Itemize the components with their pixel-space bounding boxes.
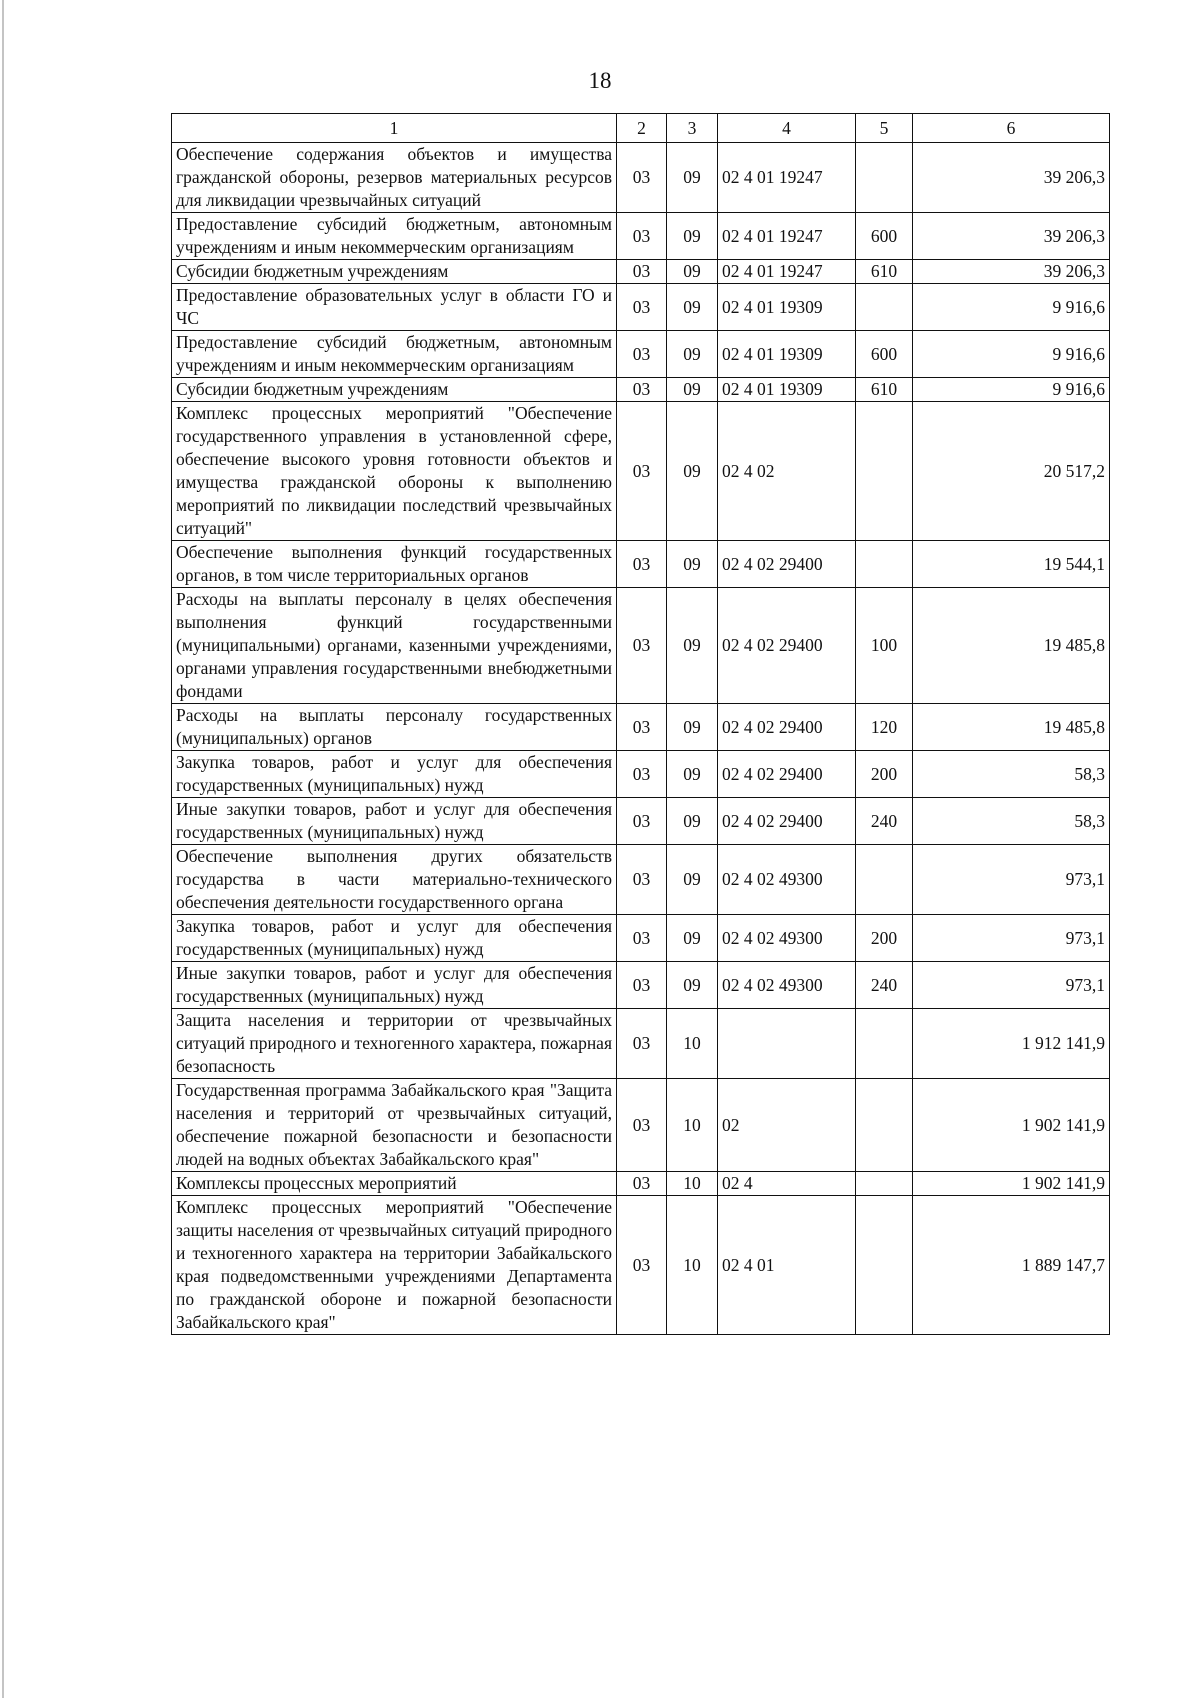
- row-subsection: 10: [667, 1172, 718, 1196]
- row-expense-type: 240: [856, 962, 913, 1009]
- row-target-code: 02 4 01 19247: [718, 143, 856, 213]
- row-name: Предоставление образовательных услуг в области ГО и ЧС: [172, 284, 617, 331]
- table-row: [172, 402, 1110, 541]
- row-target-code: [718, 1009, 856, 1079]
- row-amount: 9 916,6: [913, 284, 1110, 331]
- row-target-code: 02 4 02 29400: [718, 798, 856, 845]
- row-subsection: 09: [667, 751, 718, 798]
- table-body: [172, 143, 1110, 1335]
- table-row: [172, 378, 1110, 402]
- row-name: Предоставление субсидий бюджетным, автономным учреждениям и иным некоммерческим организациям: [172, 331, 617, 378]
- row-section: 03: [617, 331, 667, 378]
- row-subsection: 10: [667, 1196, 718, 1335]
- row-section: 03: [617, 962, 667, 1009]
- table-row: [172, 1172, 1110, 1196]
- row-name: Защита населения и территории от чрезвычайных ситуаций природного и техногенного характера, пожарная безопасность: [172, 1009, 617, 1079]
- row-expense-type: 600: [856, 331, 913, 378]
- row-subsection: 09: [667, 213, 718, 260]
- row-name: Предоставление субсидий бюджетным, автономным учреждениям и иным некоммерческим организациям: [172, 213, 617, 260]
- row-section: 03: [617, 284, 667, 331]
- row-expense-type: [856, 1079, 913, 1172]
- table-row: [172, 1079, 1110, 1172]
- row-subsection: 10: [667, 1079, 718, 1172]
- row-expense-type: [856, 541, 913, 588]
- row-subsection: 09: [667, 541, 718, 588]
- row-section: 03: [617, 1079, 667, 1172]
- row-target-code: 02 4 01 19247: [718, 213, 856, 260]
- row-amount: 1 902 141,9: [913, 1079, 1110, 1172]
- row-target-code: 02 4 02: [718, 402, 856, 541]
- table-row: [172, 751, 1110, 798]
- row-amount: 9 916,6: [913, 378, 1110, 402]
- row-section: 03: [617, 751, 667, 798]
- row-expense-type: 200: [856, 915, 913, 962]
- row-name: Обеспечение выполнения функций государственных органов, в том числе территориальных органов: [172, 541, 617, 588]
- table-row: [172, 143, 1110, 213]
- row-amount: 973,1: [913, 915, 1110, 962]
- row-name: Обеспечение содержания объектов и имущества гражданской обороны, резервов материальных ресурсов для ликвидации чрезвычайных ситуаций: [172, 143, 617, 213]
- table-row: [172, 541, 1110, 588]
- scan-edge: [0, 0, 10, 1698]
- row-expense-type: [856, 284, 913, 331]
- row-section: 03: [617, 704, 667, 751]
- row-name: Комплекс процессных мероприятий "Обеспечение государственного управления в установленной сфере, обеспечение высокого уровня готовности объектов и имущества гражданской обороны к выполнению мероприятий по ликвидации последствий чрезвычайных ситуаций": [172, 402, 617, 541]
- row-name: Комплексы процессных мероприятий: [172, 1172, 617, 1196]
- row-target-code: 02 4 01 19309: [718, 331, 856, 378]
- row-section: 03: [617, 378, 667, 402]
- header-col-2: 2: [617, 114, 667, 143]
- row-amount: 20 517,2: [913, 402, 1110, 541]
- row-subsection: 09: [667, 915, 718, 962]
- row-section: 03: [617, 143, 667, 213]
- row-expense-type: 240: [856, 798, 913, 845]
- row-name: Закупка товаров, работ и услуг для обеспечения государственных (муниципальных) нужд: [172, 751, 617, 798]
- row-amount: 1 912 141,9: [913, 1009, 1110, 1079]
- table-row: [172, 798, 1110, 845]
- row-section: 03: [617, 1196, 667, 1335]
- table-row: [172, 213, 1110, 260]
- row-target-code: 02 4 02 49300: [718, 962, 856, 1009]
- row-amount: 58,3: [913, 751, 1110, 798]
- budget-table: [171, 113, 1110, 1335]
- row-name: Расходы на выплаты персоналу в целях обеспечения выполнения функций государственными (муниципальными) органами, казенными учреждениями, органами управления государственными внебюджетными фондами: [172, 588, 617, 704]
- row-amount: 19 544,1: [913, 541, 1110, 588]
- row-target-code: 02: [718, 1079, 856, 1172]
- row-section: 03: [617, 260, 667, 284]
- row-amount: 58,3: [913, 798, 1110, 845]
- row-expense-type: [856, 1196, 913, 1335]
- row-target-code: 02 4 02 29400: [718, 588, 856, 704]
- row-target-code: 02 4 01 19247: [718, 260, 856, 284]
- row-section: 03: [617, 541, 667, 588]
- row-subsection: 09: [667, 260, 718, 284]
- row-amount: 973,1: [913, 845, 1110, 915]
- table-row: [172, 331, 1110, 378]
- row-expense-type: 100: [856, 588, 913, 704]
- row-expense-type: 610: [856, 378, 913, 402]
- header-row: [172, 114, 1110, 143]
- header-col-4: 4: [718, 114, 856, 143]
- row-expense-type: [856, 1172, 913, 1196]
- row-amount: 973,1: [913, 962, 1110, 1009]
- row-name: Расходы на выплаты персоналу государственных (муниципальных) органов: [172, 704, 617, 751]
- row-target-code: 02 4 02 29400: [718, 541, 856, 588]
- row-section: 03: [617, 213, 667, 260]
- table-row: [172, 1196, 1110, 1335]
- row-amount: 39 206,3: [913, 143, 1110, 213]
- table-row: [172, 962, 1110, 1009]
- row-expense-type: 610: [856, 260, 913, 284]
- row-section: 03: [617, 798, 667, 845]
- row-expense-type: [856, 1009, 913, 1079]
- row-subsection: 09: [667, 798, 718, 845]
- row-amount: 39 206,3: [913, 213, 1110, 260]
- header-col-1: 1: [172, 114, 617, 143]
- row-subsection: 09: [667, 845, 718, 915]
- row-expense-type: [856, 845, 913, 915]
- row-target-code: 02 4: [718, 1172, 856, 1196]
- row-subsection: 09: [667, 378, 718, 402]
- header-col-6: 6: [913, 114, 1110, 143]
- row-name: Закупка товаров, работ и услуг для обеспечения государственных (муниципальных) нужд: [172, 915, 617, 962]
- row-section: 03: [617, 845, 667, 915]
- row-target-code: 02 4 01 19309: [718, 284, 856, 331]
- row-section: 03: [617, 915, 667, 962]
- row-name: Иные закупки товаров, работ и услуг для обеспечения государственных (муниципальных) нужд: [172, 798, 617, 845]
- row-expense-type: 200: [856, 751, 913, 798]
- row-subsection: 09: [667, 588, 718, 704]
- row-subsection: 09: [667, 284, 718, 331]
- row-target-code: 02 4 02 29400: [718, 704, 856, 751]
- row-expense-type: 120: [856, 704, 913, 751]
- row-name: Государственная программа Забайкальского края "Защита населения и территорий от чрезвычайных ситуаций, обеспечение пожарной безопасности и безопасности людей на водных объектах Забайкальского края": [172, 1079, 617, 1172]
- row-subsection: 09: [667, 331, 718, 378]
- row-section: 03: [617, 1009, 667, 1079]
- row-target-code: 02 4 01: [718, 1196, 856, 1335]
- row-section: 03: [617, 1172, 667, 1196]
- row-target-code: 02 4 02 49300: [718, 845, 856, 915]
- row-subsection: 09: [667, 143, 718, 213]
- row-target-code: 02 4 02 29400: [718, 751, 856, 798]
- row-name: Комплекс процессных мероприятий "Обеспечение защиты населения от чрезвычайных ситуаций природного и техногенного характера на территории Забайкальского края подведомственными учреждениями Департамента по гражданской обороне и пожарной безопасности Забайкальского края": [172, 1196, 617, 1335]
- row-name: Субсидии бюджетным учреждениям: [172, 260, 617, 284]
- table-row: [172, 704, 1110, 751]
- table-row: [172, 845, 1110, 915]
- table-row: [172, 915, 1110, 962]
- row-amount: 1 889 147,7: [913, 1196, 1110, 1335]
- row-expense-type: [856, 402, 913, 541]
- row-name: Обеспечение выполнения других обязательств государства в части материально-технического обеспечения деятельности государственного органа: [172, 845, 617, 915]
- row-subsection: 09: [667, 402, 718, 541]
- row-expense-type: [856, 143, 913, 213]
- row-section: 03: [617, 402, 667, 541]
- row-amount: 39 206,3: [913, 260, 1110, 284]
- row-target-code: 02 4 01 19309: [718, 378, 856, 402]
- header-col-3: 3: [667, 114, 718, 143]
- row-target-code: 02 4 02 49300: [718, 915, 856, 962]
- table-row: [172, 284, 1110, 331]
- row-name: Субсидии бюджетным учреждениям: [172, 378, 617, 402]
- row-amount: 9 916,6: [913, 331, 1110, 378]
- row-expense-type: 600: [856, 213, 913, 260]
- row-amount: 19 485,8: [913, 588, 1110, 704]
- row-subsection: 10: [667, 1009, 718, 1079]
- table-row: [172, 1009, 1110, 1079]
- header-col-5: 5: [856, 114, 913, 143]
- row-subsection: 09: [667, 704, 718, 751]
- table-row: [172, 260, 1110, 284]
- row-section: 03: [617, 588, 667, 704]
- table-row: [172, 588, 1110, 704]
- row-amount: 1 902 141,9: [913, 1172, 1110, 1196]
- row-subsection: 09: [667, 962, 718, 1009]
- page-number: 18: [588, 68, 612, 93]
- row-name: Иные закупки товаров, работ и услуг для обеспечения государственных (муниципальных) нужд: [172, 962, 617, 1009]
- row-amount: 19 485,8: [913, 704, 1110, 751]
